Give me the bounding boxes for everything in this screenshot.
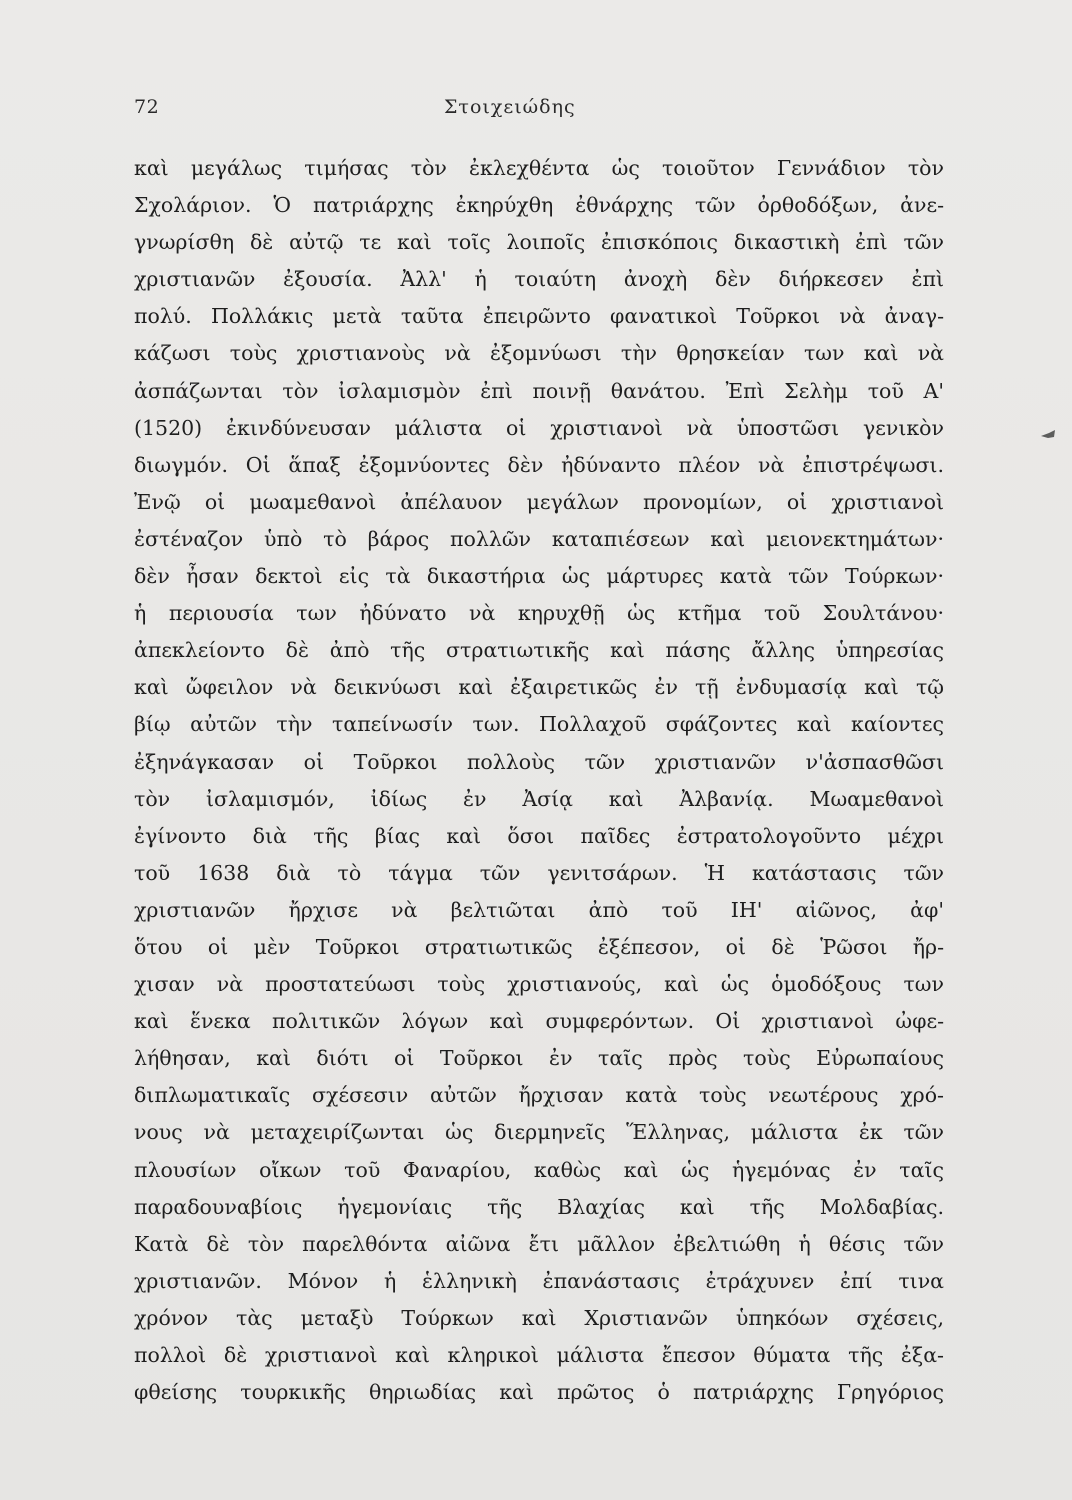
text-line: Ἐνῷ οἱ μωαμεθανοὶ ἀπέλαυον μεγάλων προνομίων, οἱ χριστιανοὶ [134,489,944,514]
text-line: ἀσπάζωνται τὸν ἰσλαμισμὸν ἐπὶ ποινῇ θανάτου. Ἐπὶ Σελὴμ τοῦ Α' [134,378,944,403]
text-line: νους νὰ μεταχειρίζωνται ὡς διερμηνεῖς Ἕλληνας, μάλιστα ἐκ τῶν [134,1120,944,1145]
text-line: καὶ μεγάλως τιμήσας τὸν ἐκλεχθέντα ὡς τοιοῦτον Γεννάδιον τὸν [134,156,944,180]
text-line: διπλωματικαῖς σχέσεσιν αὐτῶν ἤρχισαν κατὰ τοὺς νεωτέρους χρό- [134,1083,944,1108]
text-line: ἐξηνάγκασαν οἱ Τοῦρκοι πολλοὺς τῶν χριστιανῶν ν'ἀσπασθῶσι [134,749,944,774]
text-line: παραδουναβίοις ἡγεμονίαις τῆς Βλαχίας καὶ τῆς Μολδαβίας. [134,1194,944,1219]
text-line: χριστιανῶν ἤρχισε νὰ βελτιῶται ἀπὸ τοῦ ΙΗ' αἰῶνος, ἀφ' [134,897,944,922]
text-line: γνωρίσθη δὲ αὐτῷ τε καὶ τοῖς λοιποῖς ἐπισκόποις δικαστικὴ ἐπὶ τῶν [134,230,944,255]
text-line: διωγμόν. Οἱ ἅπαξ ἐξομνύοντες δὲν ἠδύναντο πλέον νὰ ἐπιστρέψωσι. [134,452,944,477]
text-line: ἡ περιουσία των ἠδύνατο νὰ κηρυχθῇ ὡς κτῆμα τοῦ Σουλτάνου· [134,601,944,626]
running-title: Στοιχειώδης [444,96,576,118]
text-line: κάζωσι τοὺς χριστιανοὺς νὰ ἐξομνύωσι τὴν θρησκείαν των καὶ νὰ [134,341,944,366]
text-line: ἀπεκλείοντο δὲ ἀπὸ τῆς στρατιωτικῆς καὶ πάσης ἄλλης ὑπηρεσίας [134,638,944,663]
text-line: πολύ. Πολλάκις μετὰ ταῦτα ἐπειρῶντο φανατικοὶ Τοῦρκοι νὰ ἀναγ- [134,304,944,329]
text-line: πολλοὶ δὲ χριστιανοὶ καὶ κληρικοὶ μάλιστα ἔπεσον θύματα τῆς ἐξα- [134,1343,944,1367]
body-text [134,150,944,1411]
page-header [134,96,940,130]
text-line: τοῦ 1638 διὰ τὸ τάγμα τῶν γενιτσάρων. Ἡ κατάστασις τῶν [134,860,944,885]
text-line: βίῳ αὐτῶν τὴν ταπείνωσίν των. Πολλαχοῦ σφάζοντες καὶ καίοντες [134,712,944,737]
text-line: καὶ ἕνεκα πολιτικῶν λόγων καὶ συμφερόντων. Οἱ χριστιανοὶ ὠφε- [134,1009,944,1034]
text-line: λήθησαν, καὶ διότι οἱ Τοῦρκοι ἐν ταῖς πρὸς τοὺς Εὐρωπαίους [134,1046,944,1071]
page-number: 72 [134,96,160,118]
text-line: Κατὰ δὲ τὸν παρελθόντα αἰῶνα ἔτι μᾶλλον ἐβελτιώθη ἡ θέσις τῶν [134,1231,944,1256]
text-line: τὸν ἰσλαμισμόν, ἰδίως ἐν Ἀσίᾳ καὶ Ἀλβανίᾳ. Μωαμεθανοὶ [134,786,944,811]
text-line: χριστιανῶν. Μόνον ἡ ἑλληνικὴ ἐπανάστασις ἐτράχυνεν ἐπί τινα [134,1268,944,1293]
text-line: χριστιανῶν ἐξουσία. Ἀλλ' ἡ τοιαύτη ἀνοχὴ δὲν διήρκεσεν ἐπὶ [134,267,944,292]
text-line: ἐγίνοντο διὰ τῆς βίας καὶ ὅσοι παῖδες ἐστρατολογοῦντο μέχρι [134,823,944,848]
text-line: (1520) ἐκινδύνευσαν μάλιστα οἱ χριστιανοὶ νὰ ὑποστῶσι γενικὸν [134,415,944,440]
ink-mark-icon [1040,428,1056,442]
text-line: δὲν ἦσαν δεκτοὶ εἰς τὰ δικαστήρια ὡς μάρτυρες κατὰ τῶν Τούρκων· [134,564,944,589]
text-line: χρόνον τὰς μεταξὺ Τούρκων καὶ Χριστιανῶν ὑπηκόων σχέσεις, [134,1305,944,1330]
text-line: πλουσίων οἴκων τοῦ Φαναρίου, καθὼς καὶ ὡς ἡγεμόνας ἐν ταῖς [134,1157,944,1182]
text-line: χισαν νὰ προστατεύωσι τοὺς χριστιανούς, καὶ ὡς ὁμοδόξους των [134,972,944,997]
text-line: ἐστέναζον ὑπὸ τὸ βάρος πολλῶν καταπιέσεων καὶ μειονεκτημάτων· [134,526,944,551]
text-line: φθείσης τουρκικῆς θηριωδίας καὶ πρῶτος ὁ πατριάρχης Γρηγόριος [134,1380,944,1405]
text-line: καὶ ὤφειλον νὰ δεικνύωσι καὶ ἐξαιρετικῶς ἐν τῇ ἐνδυμασίᾳ καὶ τῷ [134,675,944,700]
text-line: ὅτου οἱ μὲν Τοῦρκοι στρατιωτικῶς ἐξέπεσον, οἱ δὲ Ῥῶσοι ἤρ- [134,934,944,959]
text-line: Σχολάριον. Ὁ πατριάρχης ἐκηρύχθη ἐθνάρχης τῶν ὀρθοδόξων, ἀνε- [134,193,944,218]
